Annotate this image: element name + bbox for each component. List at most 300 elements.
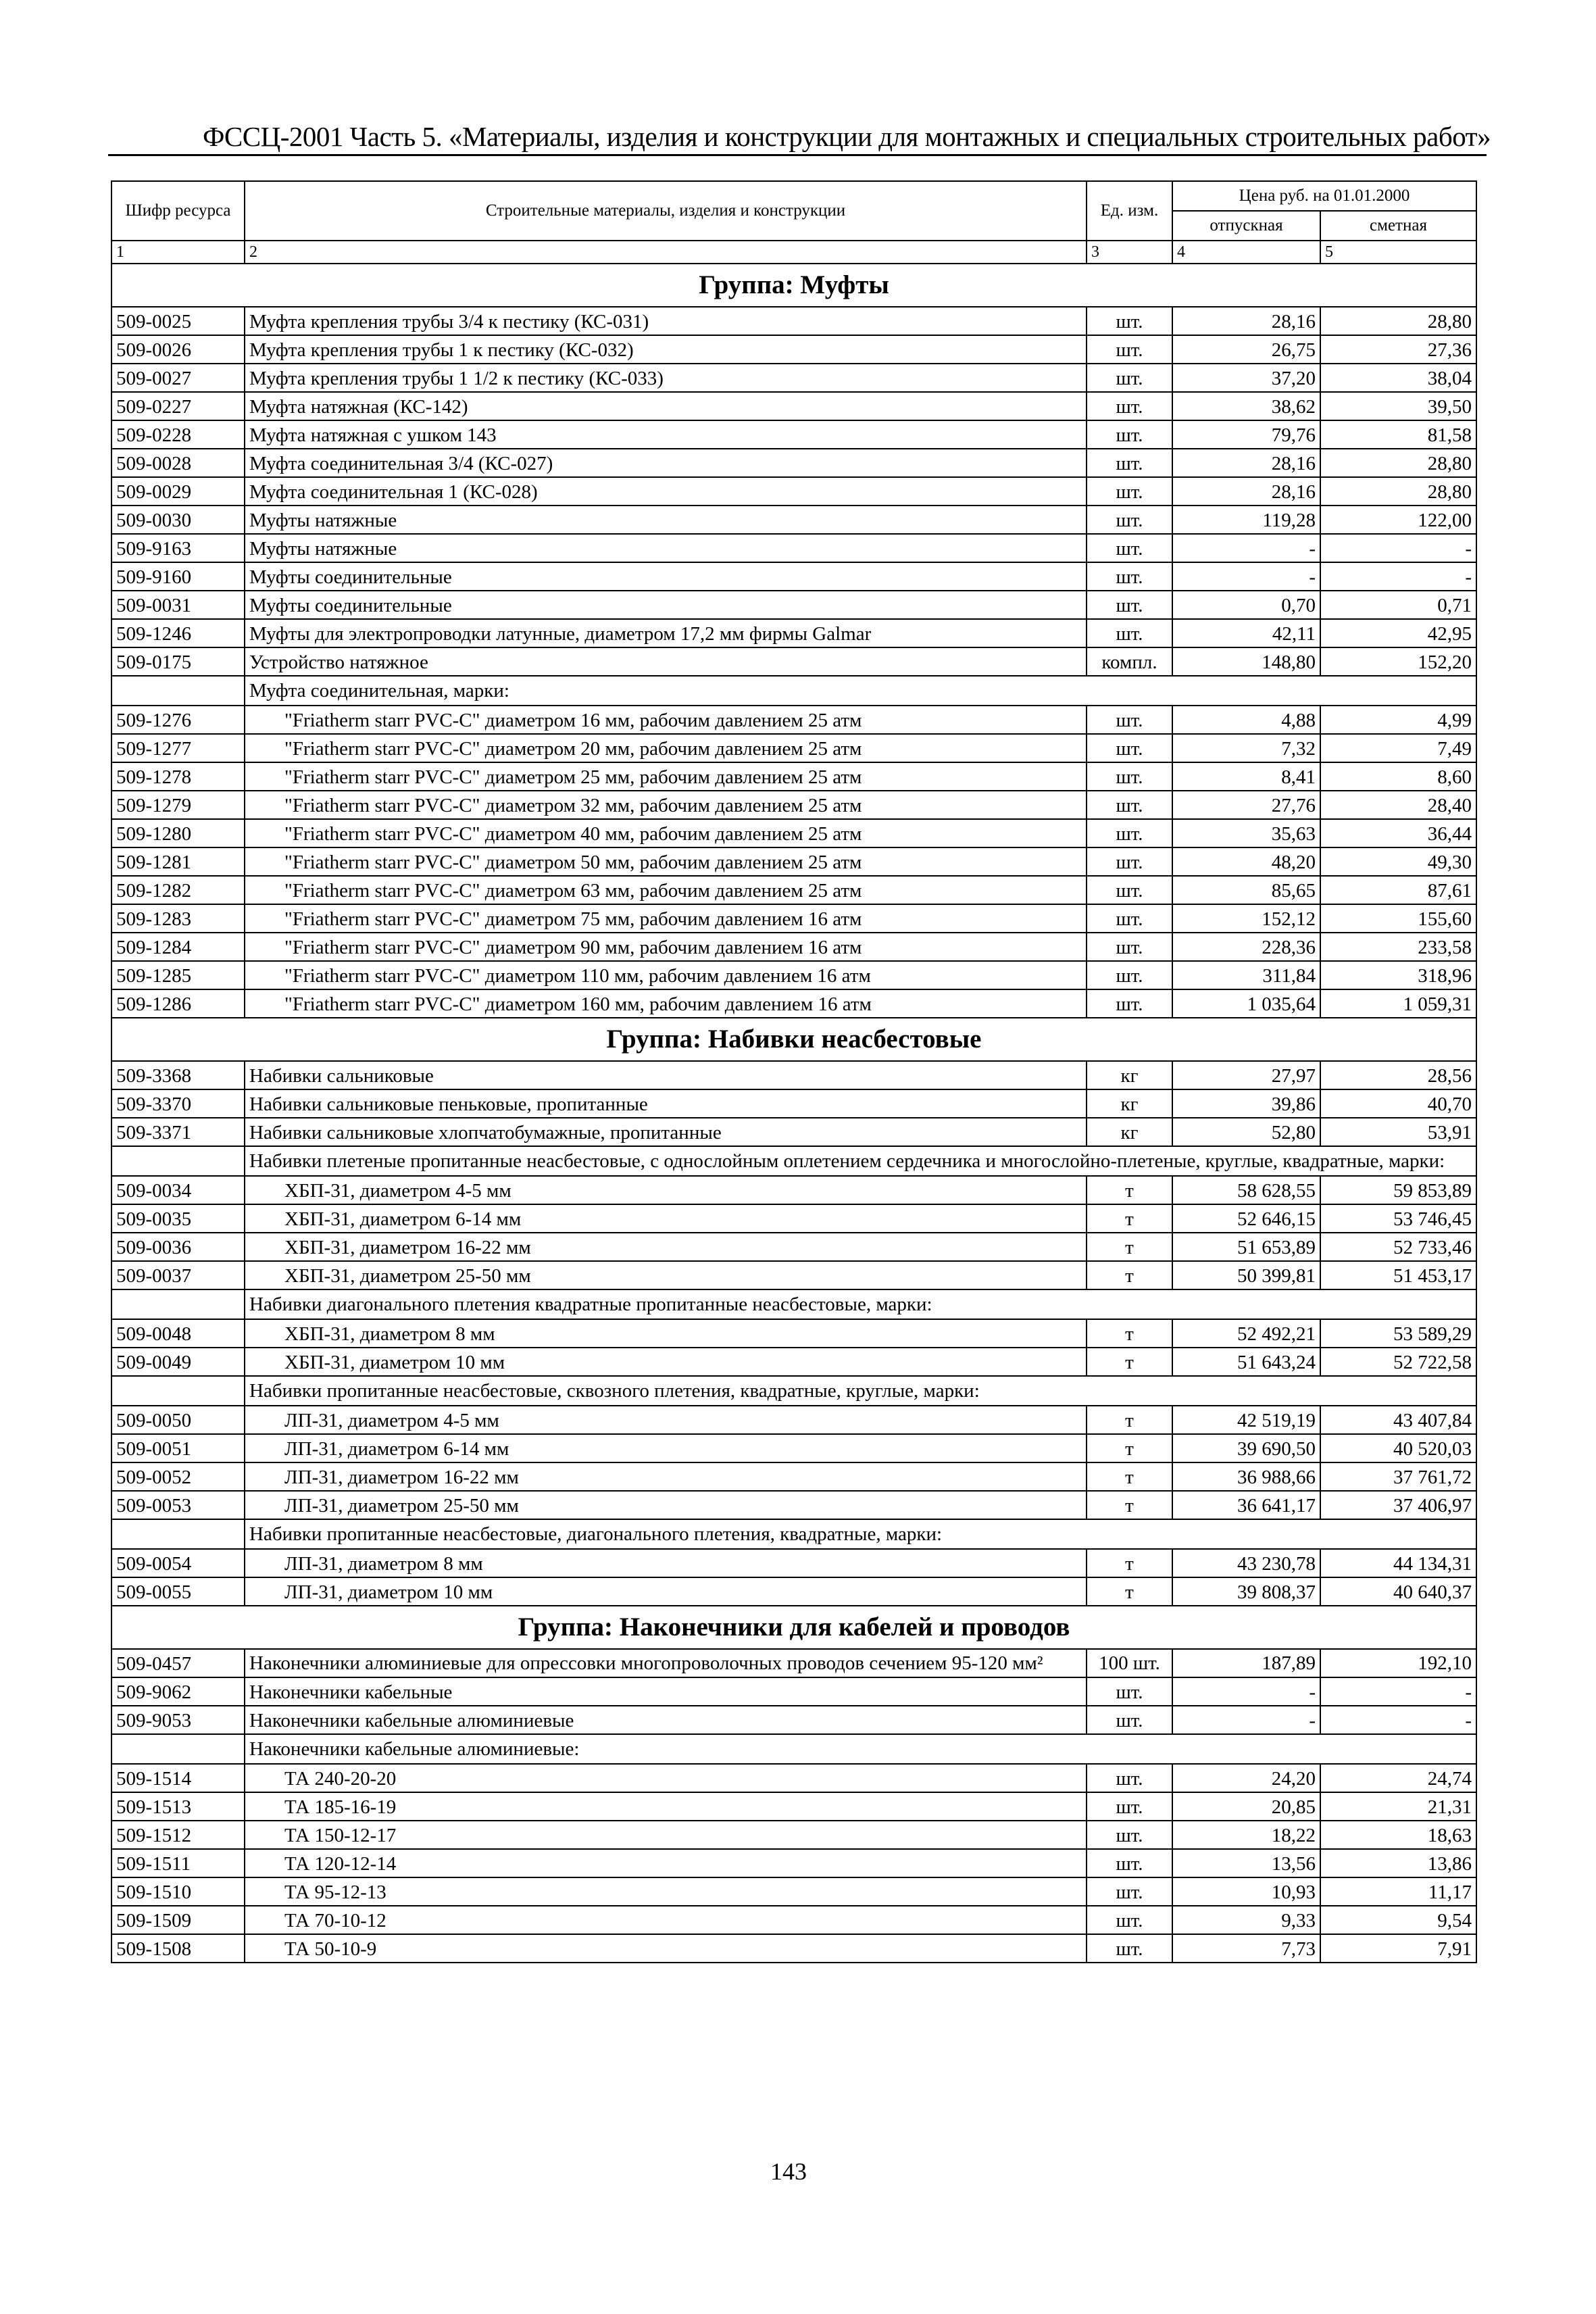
estimate-price: 40 520,03 — [1320, 1434, 1476, 1462]
unit-of-measure: т — [1087, 1348, 1172, 1376]
release-price: - — [1172, 562, 1320, 591]
group-title: Группа: Наконечники для кабелей и проводов — [111, 1606, 1476, 1649]
resource-code: 509-1278 — [111, 762, 245, 791]
resource-code: 509-1282 — [111, 876, 245, 904]
release-price: 26,75 — [1172, 335, 1320, 364]
subgroup-note-row — [111, 676, 1476, 706]
material-name: ЛП-31, диаметром 25-50 мм — [245, 1491, 1087, 1519]
table-row — [111, 961, 1476, 989]
resource-code: 509-0036 — [111, 1233, 245, 1261]
resource-code: 509-0025 — [111, 307, 245, 335]
col-header-code: Шифр ресурса — [111, 181, 245, 241]
material-name: ХБП-31, диаметром 4-5 мм — [245, 1176, 1087, 1204]
table-row — [111, 619, 1476, 647]
resource-code: 509-9163 — [111, 534, 245, 562]
estimate-price: 1 059,31 — [1320, 989, 1476, 1018]
estimate-price: 53,91 — [1320, 1118, 1476, 1146]
release-price: 52 492,21 — [1172, 1319, 1320, 1348]
resource-code: 509-0031 — [111, 591, 245, 619]
release-price: 39 808,37 — [1172, 1577, 1320, 1606]
estimate-price: 152,20 — [1320, 647, 1476, 676]
table-row — [111, 1089, 1476, 1118]
unit-of-measure: шт. — [1087, 734, 1172, 762]
material-name: "Friatherm starr PVC-C" диаметром 90 мм, рабочим давлением 16 атм — [245, 933, 1087, 961]
material-name: ХБП-31, диаметром 25-50 мм — [245, 1261, 1087, 1289]
estimate-price: 24,74 — [1320, 1764, 1476, 1792]
resource-code: 509-0227 — [111, 392, 245, 420]
table-row — [111, 364, 1476, 392]
resource-code: 509-1513 — [111, 1792, 245, 1821]
release-price: 50 399,81 — [1172, 1261, 1320, 1289]
col-header-price: Цена руб. на 01.01.2000 — [1172, 181, 1476, 211]
estimate-price: 233,58 — [1320, 933, 1476, 961]
resource-code: 509-0027 — [111, 364, 245, 392]
unit-of-measure: компл. — [1087, 647, 1172, 676]
table-row — [111, 1348, 1476, 1376]
unit-of-measure: шт. — [1087, 619, 1172, 647]
unit-of-measure: шт. — [1087, 420, 1172, 449]
resource-code: 509-0029 — [111, 477, 245, 506]
unit-of-measure: шт. — [1087, 1821, 1172, 1849]
unit-of-measure: шт. — [1087, 791, 1172, 819]
release-price: 35,63 — [1172, 819, 1320, 847]
unit-of-measure: т — [1087, 1261, 1172, 1289]
resource-code: 509-0457 — [111, 1649, 245, 1677]
page-header-title: ФССЦ-2001 Часть 5. «Материалы, изделия и конструкции для монтажных и специальных строительных работ» — [203, 121, 1491, 152]
estimate-price: 192,10 — [1320, 1649, 1476, 1677]
material-name: Муфта крепления трубы 1 1/2 к пестику (КС-033) — [245, 364, 1087, 392]
table-row — [111, 1849, 1476, 1877]
note-text: Набивки диагонального плетения квадратные пропитанные неасбестовые, марки: — [245, 1289, 1476, 1319]
table-row — [111, 1934, 1476, 1963]
material-name: Муфта крепления трубы 1 к пестику (КС-032) — [245, 335, 1087, 364]
code-cell-empty — [111, 676, 245, 706]
estimate-price: 40 640,37 — [1320, 1577, 1476, 1606]
col-header-unit: Ед. изм. — [1087, 181, 1172, 241]
resource-code: 509-0052 — [111, 1462, 245, 1491]
table-row — [111, 1549, 1476, 1577]
estimate-price: 52 722,58 — [1320, 1348, 1476, 1376]
material-name: ЛП-31, диаметром 8 мм — [245, 1549, 1087, 1577]
group-title: Группа: Муфты — [111, 264, 1476, 307]
unit-of-measure: кг — [1087, 1061, 1172, 1089]
release-price: 7,73 — [1172, 1934, 1320, 1963]
resource-code: 509-9160 — [111, 562, 245, 591]
table-row — [111, 1261, 1476, 1289]
table-row — [111, 1677, 1476, 1706]
table-row — [111, 1118, 1476, 1146]
material-name: "Friatherm starr PVC-C" диаметром 110 мм, рабочим давлением 16 атм — [245, 961, 1087, 989]
material-name: ХБП-31, диаметром 6-14 мм — [245, 1204, 1087, 1233]
resource-code: 509-1279 — [111, 791, 245, 819]
col-number-1: 1 — [111, 241, 245, 264]
group-title: Группа: Набивки неасбестовые — [111, 1018, 1476, 1061]
unit-of-measure: шт. — [1087, 392, 1172, 420]
release-price: 152,12 — [1172, 904, 1320, 933]
resource-code: 509-0035 — [111, 1204, 245, 1233]
resource-code: 509-0054 — [111, 1549, 245, 1577]
unit-of-measure: шт. — [1087, 1934, 1172, 1963]
estimate-price: 53 746,45 — [1320, 1204, 1476, 1233]
release-price: - — [1172, 1677, 1320, 1706]
release-price: 8,41 — [1172, 762, 1320, 791]
estimate-price: 0,71 — [1320, 591, 1476, 619]
unit-of-measure: шт. — [1087, 961, 1172, 989]
col-header-estimate-price: сметная — [1320, 211, 1476, 241]
subgroup-note-row — [111, 1289, 1476, 1319]
table-row — [111, 1204, 1476, 1233]
unit-of-measure: шт. — [1087, 1906, 1172, 1934]
resource-code: 509-0228 — [111, 420, 245, 449]
estimate-price: 37 406,97 — [1320, 1491, 1476, 1519]
resource-code: 509-1509 — [111, 1906, 245, 1934]
estimate-price: 28,40 — [1320, 791, 1476, 819]
unit-of-measure: шт. — [1087, 1792, 1172, 1821]
resource-code: 509-0048 — [111, 1319, 245, 1348]
unit-of-measure: шт. — [1087, 933, 1172, 961]
resource-code: 509-1246 — [111, 619, 245, 647]
material-name: Наконечники алюминиевые для опрессовки многопроволочных проводов сечением 95-120 мм² — [245, 1649, 1087, 1677]
estimate-price: 49,30 — [1320, 847, 1476, 876]
code-cell-empty — [111, 1519, 245, 1549]
material-name: "Friatherm starr PVC-C" диаметром 25 мм, рабочим давлением 25 атм — [245, 762, 1087, 791]
release-price: 43 230,78 — [1172, 1549, 1320, 1577]
estimate-price: 44 134,31 — [1320, 1549, 1476, 1577]
release-price: - — [1172, 1706, 1320, 1734]
note-text: Набивки пропитанные неасбестовые, сквозного плетения, квадратные, круглые, марки: — [245, 1376, 1476, 1406]
resource-code: 509-1283 — [111, 904, 245, 933]
material-name: ЛП-31, диаметром 6-14 мм — [245, 1434, 1087, 1462]
release-price: 36 988,66 — [1172, 1462, 1320, 1491]
resource-code: 509-0028 — [111, 449, 245, 477]
material-name: ТА 120-12-14 — [245, 1849, 1087, 1877]
release-price: 228,36 — [1172, 933, 1320, 961]
estimate-price: 18,63 — [1320, 1821, 1476, 1849]
unit-of-measure: шт. — [1087, 364, 1172, 392]
release-price: 28,16 — [1172, 477, 1320, 506]
release-price: 28,16 — [1172, 449, 1320, 477]
table-row — [111, 1061, 1476, 1089]
table-row — [111, 591, 1476, 619]
material-name: Муфты натяжные — [245, 534, 1087, 562]
table-row — [111, 534, 1476, 562]
estimate-price: 36,44 — [1320, 819, 1476, 847]
subgroup-note-row — [111, 1376, 1476, 1406]
estimate-price: 11,17 — [1320, 1877, 1476, 1906]
group-header-row — [111, 1606, 1476, 1649]
release-price: 27,76 — [1172, 791, 1320, 819]
release-price: 37,20 — [1172, 364, 1320, 392]
material-name: Муфта натяжная с ушком 143 — [245, 420, 1087, 449]
release-price: 187,89 — [1172, 1649, 1320, 1677]
estimate-price: 28,80 — [1320, 449, 1476, 477]
estimate-price: 21,31 — [1320, 1792, 1476, 1821]
unit-of-measure: шт. — [1087, 1849, 1172, 1877]
resource-code: 509-0030 — [111, 506, 245, 534]
material-name: ТА 50-10-9 — [245, 1934, 1087, 1963]
release-price: 58 628,55 — [1172, 1176, 1320, 1204]
estimate-price: 7,49 — [1320, 734, 1476, 762]
resource-code: 509-1512 — [111, 1821, 245, 1849]
estimate-price: 155,60 — [1320, 904, 1476, 933]
material-name: Муфта соединительная 3/4 (КС-027) — [245, 449, 1087, 477]
page-number: 143 — [770, 2158, 807, 2185]
unit-of-measure: шт. — [1087, 989, 1172, 1018]
release-price: 48,20 — [1172, 847, 1320, 876]
resource-code: 509-0050 — [111, 1406, 245, 1434]
material-name: Набивки сальниковые пеньковые, пропитанные — [245, 1089, 1087, 1118]
release-price: 42 519,19 — [1172, 1406, 1320, 1434]
release-price: - — [1172, 534, 1320, 562]
estimate-price: 38,04 — [1320, 364, 1476, 392]
material-name: Наконечники кабельные — [245, 1677, 1087, 1706]
estimate-price: 4,99 — [1320, 706, 1476, 734]
note-text: Набивки пропитанные неасбестовые, диагонального плетения, квадратные, марки: — [245, 1519, 1476, 1549]
table-row — [111, 933, 1476, 961]
resource-code: 509-0055 — [111, 1577, 245, 1606]
unit-of-measure: шт. — [1087, 307, 1172, 335]
unit-of-measure: т — [1087, 1204, 1172, 1233]
material-name: ТА 70-10-12 — [245, 1906, 1087, 1934]
material-name: ТА 150-12-17 — [245, 1821, 1087, 1849]
release-price: 13,56 — [1172, 1849, 1320, 1877]
resource-code: 509-1284 — [111, 933, 245, 961]
material-name: Муфта соединительная 1 (КС-028) — [245, 477, 1087, 506]
resource-code: 509-0053 — [111, 1491, 245, 1519]
material-name: Набивки сальниковые — [245, 1061, 1087, 1089]
estimate-price: 122,00 — [1320, 506, 1476, 534]
unit-of-measure: шт. — [1087, 1677, 1172, 1706]
release-price: 20,85 — [1172, 1792, 1320, 1821]
table-row — [111, 1906, 1476, 1934]
material-name: Муфты соединительные — [245, 591, 1087, 619]
unit-of-measure: шт. — [1087, 706, 1172, 734]
material-name: Муфты соединительные — [245, 562, 1087, 591]
resource-code: 509-0049 — [111, 1348, 245, 1376]
material-name: ХБП-31, диаметром 8 мм — [245, 1319, 1087, 1348]
material-name: "Friatherm starr PVC-C" диаметром 160 мм, рабочим давлением 16 атм — [245, 989, 1087, 1018]
unit-of-measure: т — [1087, 1462, 1172, 1491]
resource-code: 509-1280 — [111, 819, 245, 847]
material-name: ХБП-31, диаметром 10 мм — [245, 1348, 1087, 1376]
resource-code: 509-1285 — [111, 961, 245, 989]
estimate-price: - — [1320, 562, 1476, 591]
resource-code: 509-1508 — [111, 1934, 245, 1963]
table-row — [111, 449, 1476, 477]
estimate-price: - — [1320, 1706, 1476, 1734]
table-row — [111, 335, 1476, 364]
table-row — [111, 420, 1476, 449]
unit-of-measure: шт. — [1087, 562, 1172, 591]
note-text: Наконечники кабельные алюминиевые: — [245, 1734, 1476, 1764]
header-rule — [108, 154, 1487, 156]
estimate-price: 28,56 — [1320, 1061, 1476, 1089]
resource-code: 509-0034 — [111, 1176, 245, 1204]
release-price: 1 035,64 — [1172, 989, 1320, 1018]
resource-code: 509-0051 — [111, 1434, 245, 1462]
note-text: Муфта соединительная, марки: — [245, 676, 1476, 706]
material-name: ТА 95-12-13 — [245, 1877, 1087, 1906]
material-name: ТА 240-20-20 — [245, 1764, 1087, 1792]
release-price: 10,93 — [1172, 1877, 1320, 1906]
unit-of-measure: т — [1087, 1406, 1172, 1434]
estimate-price: 43 407,84 — [1320, 1406, 1476, 1434]
release-price: 85,65 — [1172, 876, 1320, 904]
unit-of-measure: шт. — [1087, 1706, 1172, 1734]
estimate-price: 53 589,29 — [1320, 1319, 1476, 1348]
unit-of-measure: шт. — [1087, 762, 1172, 791]
unit-of-measure: т — [1087, 1577, 1172, 1606]
table-row — [111, 734, 1476, 762]
release-price: 119,28 — [1172, 506, 1320, 534]
release-price: 7,32 — [1172, 734, 1320, 762]
col-number-2: 2 — [245, 241, 1087, 264]
unit-of-measure: шт. — [1087, 819, 1172, 847]
resource-code: 509-3368 — [111, 1061, 245, 1089]
table-row — [111, 1176, 1476, 1204]
resource-code: 509-9053 — [111, 1706, 245, 1734]
material-name: Муфта крепления трубы 3/4 к пестику (КС-031) — [245, 307, 1087, 335]
unit-of-measure: 100 шт. — [1087, 1649, 1172, 1677]
material-name: Устройство натяжное — [245, 647, 1087, 676]
material-name: "Friatherm starr PVC-C" диаметром 16 мм, рабочим давлением 25 атм — [245, 706, 1087, 734]
subgroup-note-row — [111, 1734, 1476, 1764]
resource-code: 509-1511 — [111, 1849, 245, 1877]
code-cell-empty — [111, 1376, 245, 1406]
material-name: Набивки сальниковые хлопчатобумажные, пропитанные — [245, 1118, 1087, 1146]
release-price: 39,86 — [1172, 1089, 1320, 1118]
unit-of-measure: шт. — [1087, 477, 1172, 506]
material-name: ЛП-31, диаметром 10 мм — [245, 1577, 1087, 1606]
unit-of-measure: кг — [1087, 1118, 1172, 1146]
col-number-5: 5 — [1320, 241, 1476, 264]
estimate-price: 59 853,89 — [1320, 1176, 1476, 1204]
unit-of-measure: кг — [1087, 1089, 1172, 1118]
code-cell-empty — [111, 1734, 245, 1764]
resource-code: 509-3371 — [111, 1118, 245, 1146]
release-price: 42,11 — [1172, 619, 1320, 647]
unit-of-measure: шт. — [1087, 449, 1172, 477]
unit-of-measure: т — [1087, 1549, 1172, 1577]
estimate-price: 51 453,17 — [1320, 1261, 1476, 1289]
unit-of-measure: шт. — [1087, 904, 1172, 933]
unit-of-measure: шт. — [1087, 506, 1172, 534]
estimate-price: 39,50 — [1320, 392, 1476, 420]
table-row — [111, 989, 1476, 1018]
estimate-price: 37 761,72 — [1320, 1462, 1476, 1491]
estimate-price: 7,91 — [1320, 1934, 1476, 1963]
subgroup-note-row — [111, 1146, 1476, 1176]
release-price: 18,22 — [1172, 1821, 1320, 1849]
estimate-price: 81,58 — [1320, 420, 1476, 449]
release-price: 0,70 — [1172, 591, 1320, 619]
table-row — [111, 562, 1476, 591]
release-price: 36 641,17 — [1172, 1491, 1320, 1519]
release-price: 52 646,15 — [1172, 1204, 1320, 1233]
unit-of-measure: шт. — [1087, 847, 1172, 876]
group-header-row — [111, 1018, 1476, 1061]
unit-of-measure: т — [1087, 1176, 1172, 1204]
table-row — [111, 392, 1476, 420]
table-row — [111, 1233, 1476, 1261]
material-name: "Friatherm starr PVC-C" диаметром 32 мм, рабочим давлением 25 атм — [245, 791, 1087, 819]
resource-code: 509-1514 — [111, 1764, 245, 1792]
resource-code: 509-0037 — [111, 1261, 245, 1289]
price-table — [111, 180, 1477, 1963]
release-price: 9,33 — [1172, 1906, 1320, 1934]
table-row — [111, 1462, 1476, 1491]
material-name: "Friatherm starr PVC-C" диаметром 63 мм, рабочим давлением 25 атм — [245, 876, 1087, 904]
group-header-row — [111, 264, 1476, 307]
resource-code: 509-1510 — [111, 1877, 245, 1906]
release-price: 4,88 — [1172, 706, 1320, 734]
estimate-price: 40,70 — [1320, 1089, 1476, 1118]
table-row — [111, 847, 1476, 876]
unit-of-measure: т — [1087, 1319, 1172, 1348]
release-price: 51 653,89 — [1172, 1233, 1320, 1261]
estimate-price: - — [1320, 1677, 1476, 1706]
table-body — [111, 264, 1476, 1963]
material-name: "Friatherm starr PVC-C" диаметром 75 мм, рабочим давлением 16 атм — [245, 904, 1087, 933]
release-price: 38,62 — [1172, 392, 1320, 420]
table-row — [111, 506, 1476, 534]
release-price: 148,80 — [1172, 647, 1320, 676]
material-name: "Friatherm starr PVC-C" диаметром 40 мм, рабочим давлением 25 атм — [245, 819, 1087, 847]
unit-of-measure: шт. — [1087, 876, 1172, 904]
col-number-3: 3 — [1087, 241, 1172, 264]
table-row — [111, 762, 1476, 791]
table-row — [111, 1706, 1476, 1734]
table-row — [111, 791, 1476, 819]
estimate-price: 52 733,46 — [1320, 1233, 1476, 1261]
release-price: 311,84 — [1172, 961, 1320, 989]
table-row — [111, 706, 1476, 734]
subgroup-note-row — [111, 1519, 1476, 1549]
resource-code: 509-9062 — [111, 1677, 245, 1706]
resource-code: 509-0175 — [111, 647, 245, 676]
unit-of-measure: т — [1087, 1434, 1172, 1462]
table-row — [111, 1434, 1476, 1462]
release-price: 52,80 — [1172, 1118, 1320, 1146]
material-name: Наконечники кабельные алюминиевые — [245, 1706, 1087, 1734]
material-name: Муфты для электропроводки латунные, диаметром 17,2 мм фирмы Galmar — [245, 619, 1087, 647]
release-price: 24,20 — [1172, 1764, 1320, 1792]
resource-code: 509-1286 — [111, 989, 245, 1018]
unit-of-measure: т — [1087, 1233, 1172, 1261]
material-name: ТА 185-16-19 — [245, 1792, 1087, 1821]
unit-of-measure: шт. — [1087, 1764, 1172, 1792]
material-name: Муфты натяжные — [245, 506, 1087, 534]
col-number-4: 4 — [1172, 241, 1320, 264]
table-row — [111, 1877, 1476, 1906]
table-row — [111, 1821, 1476, 1849]
estimate-price: 28,80 — [1320, 477, 1476, 506]
estimate-price: 13,86 — [1320, 1849, 1476, 1877]
resource-code: 509-1281 — [111, 847, 245, 876]
estimate-price: 27,36 — [1320, 335, 1476, 364]
release-price: 79,76 — [1172, 420, 1320, 449]
material-name: "Friatherm starr PVC-C" диаметром 20 мм, рабочим давлением 25 атм — [245, 734, 1087, 762]
col-header-name: Строительные материалы, изделия и конструкции — [245, 181, 1087, 241]
resource-code: 509-3370 — [111, 1089, 245, 1118]
col-header-release-price: отпускная — [1172, 211, 1320, 241]
unit-of-measure: шт. — [1087, 1877, 1172, 1906]
estimate-price: - — [1320, 534, 1476, 562]
table-row — [111, 1577, 1476, 1606]
release-price: 39 690,50 — [1172, 1434, 1320, 1462]
estimate-price: 28,80 — [1320, 307, 1476, 335]
table-row — [111, 1649, 1476, 1677]
